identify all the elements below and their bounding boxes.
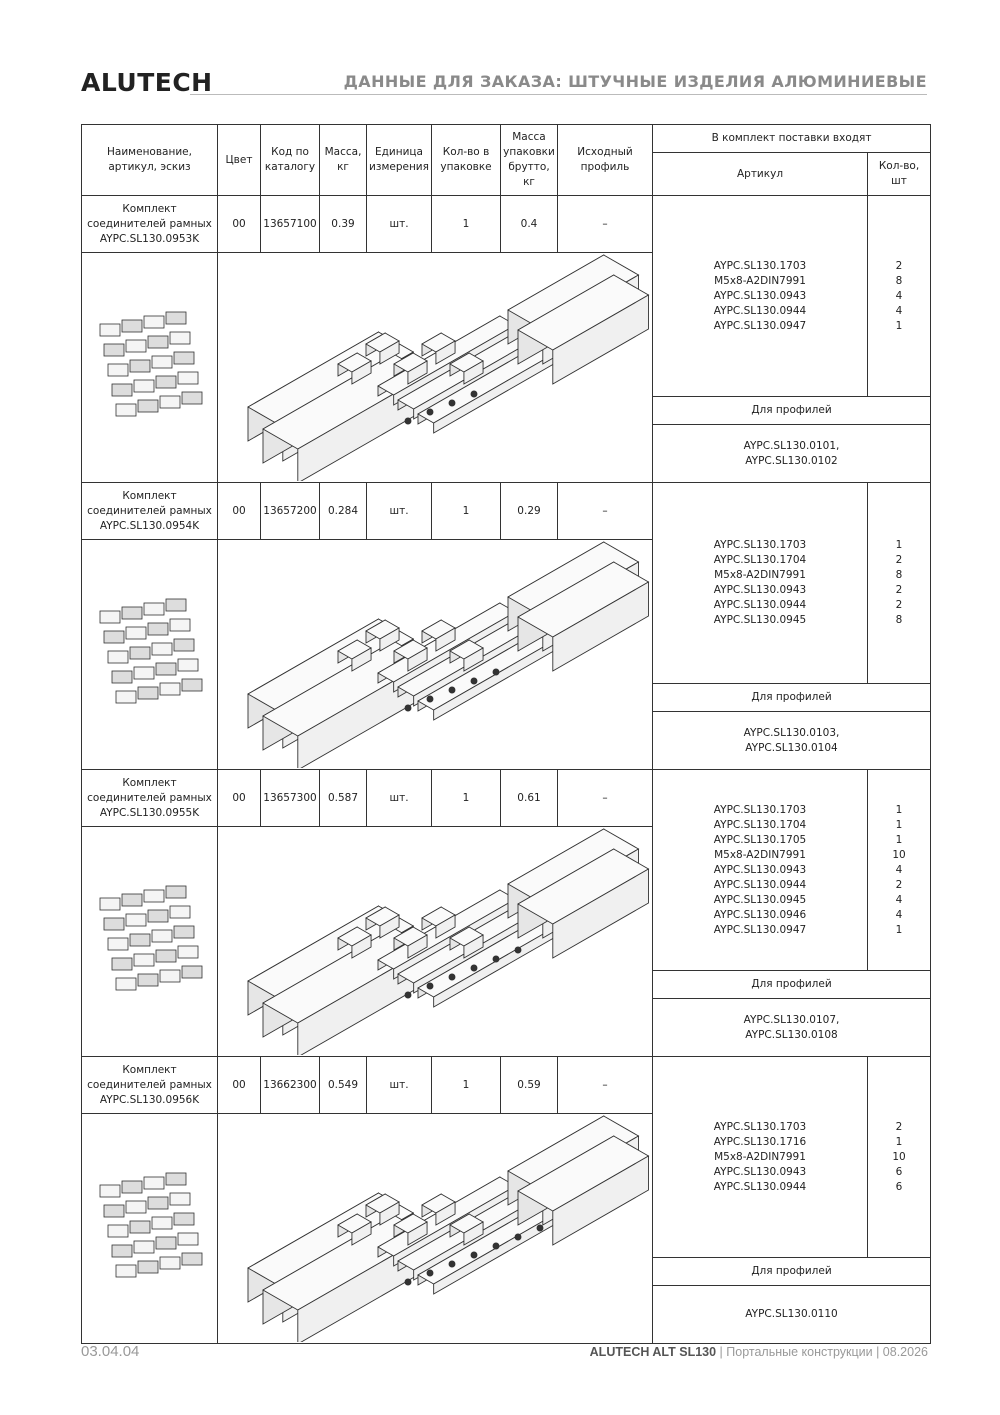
- sketch-cell: [218, 827, 653, 1057]
- kit-article: AYPC.SL130.0945: [713, 893, 807, 906]
- profile-article: AYPC.SL130.0110: [745, 1308, 838, 1320]
- profile-article: AYPC.SL130.0107,: [743, 1013, 840, 1026]
- kit-article: M5x8-A2DIN7991: [714, 274, 806, 287]
- kit-quantity: 4: [895, 289, 903, 302]
- kit-article: AYPC.SL130.0944: [713, 878, 807, 891]
- col-header-mass: Масса, кг: [320, 125, 367, 196]
- for-profiles-label: Для профилей: [653, 397, 931, 425]
- kit-quantity: 2: [895, 554, 903, 566]
- kit-article: AYPC.SL130.1703: [713, 539, 807, 551]
- kit-quantity: 1: [895, 833, 903, 846]
- kit-article: M5x8-A2DIN7991: [714, 848, 806, 861]
- product-row: [82, 483, 931, 540]
- kit-article: M5x8-A2DIN7991: [714, 1150, 806, 1163]
- kit-quantities: [868, 196, 931, 397]
- connector-kit-sketch: [218, 828, 650, 1055]
- profile-article: AYPC.SL130.0103,: [743, 726, 840, 739]
- catalog-code: 13662300: [261, 1057, 320, 1114]
- sketch-cell: [218, 253, 653, 483]
- kit-article: AYPC.SL130.1704: [713, 554, 807, 566]
- col-header-article: Артикул: [653, 153, 868, 196]
- col-header-qty: Кол-во в упаковке: [432, 125, 501, 196]
- qty-per-pack: 1: [432, 1057, 501, 1114]
- col-header-gross: Масса упаковки брутто, кг: [501, 125, 558, 196]
- connector-kit-sketch: [218, 254, 650, 481]
- unit: шт.: [367, 1057, 432, 1114]
- kit-quantities: [868, 483, 931, 684]
- product-row: [82, 196, 931, 253]
- kit-quantity: 4: [895, 908, 903, 921]
- profiles-list: [653, 425, 931, 483]
- mass-kg: 0.39: [320, 196, 367, 253]
- col-header-code: Код по каталогу: [261, 125, 320, 196]
- profile-article: AYPC.SL130.0102: [745, 454, 838, 467]
- col-header-unit: Единица измерения: [367, 125, 432, 196]
- kit-quantity: 8: [895, 569, 903, 581]
- kit-article: AYPC.SL130.0947: [713, 923, 807, 936]
- header-divider: [190, 94, 927, 95]
- col-header-name: Наименование, артикул, эскиз: [82, 125, 218, 196]
- kit-quantity: 2: [895, 259, 903, 272]
- product-name: Комплект соединителей рамных AYPC.SL130.0953K: [82, 196, 218, 253]
- kit-article: AYPC.SL130.0944: [713, 1180, 807, 1193]
- kit-article: AYPC.SL130.0946: [713, 908, 807, 921]
- order-table: [81, 124, 931, 1344]
- col-header-source: Исходный профиль: [558, 125, 653, 196]
- page-title: ДАННЫЕ ДЛЯ ЗАКАЗА: ШТУЧНЫЕ ИЗДЕЛИЯ АЛЮМИНИЕВЫЕ: [343, 72, 927, 91]
- color-code: 00: [218, 1057, 261, 1114]
- qty-per-pack: 1: [432, 196, 501, 253]
- kit-quantity: 6: [895, 1165, 903, 1178]
- packaging-cell: [82, 540, 218, 770]
- profiles-list: [653, 712, 931, 770]
- footer-product: ALUTECH ALT SL130: [589, 1345, 717, 1359]
- gross-mass: 0.4: [501, 196, 558, 253]
- source-profile: –: [558, 483, 653, 540]
- kit-quantity: 1: [895, 803, 903, 816]
- catalog-code: 13657300: [261, 770, 320, 827]
- packaging-sketch: [82, 1115, 216, 1342]
- kit-articles: [653, 770, 868, 971]
- product-row: [82, 770, 931, 827]
- packaging-cell: [82, 253, 218, 483]
- packaging-cell: [82, 827, 218, 1057]
- qty-per-pack: 1: [432, 770, 501, 827]
- product-name: Комплект соединителей рамных AYPC.SL130.0955K: [82, 770, 218, 827]
- kit-article: AYPC.SL130.0944: [713, 599, 807, 611]
- kit-quantity: 8: [895, 274, 903, 287]
- kit-article: AYPC.SL130.1704: [713, 818, 807, 831]
- kit-quantity: 1: [895, 319, 903, 332]
- kit-article: AYPC.SL130.0943: [713, 1165, 807, 1178]
- profile-article: AYPC.SL130.0101,: [743, 439, 840, 452]
- catalog-code: 13657100: [261, 196, 320, 253]
- kit-article: AYPC.SL130.1703: [713, 1120, 807, 1133]
- kit-quantities: [868, 1057, 931, 1258]
- kit-article: AYPC.SL130.0945: [713, 614, 807, 626]
- unit: шт.: [367, 770, 432, 827]
- catalog-code: 13657200: [261, 483, 320, 540]
- mass-kg: 0.284: [320, 483, 367, 540]
- kit-quantity: 2: [895, 599, 903, 611]
- kit-quantity: 1: [895, 539, 903, 551]
- kit-article: AYPC.SL130.0943: [713, 584, 807, 596]
- kit-article: M5x8-A2DIN7991: [714, 569, 806, 581]
- kit-quantity: 4: [895, 893, 903, 906]
- kit-article: AYPC.SL130.0944: [713, 304, 807, 317]
- kit-article: AYPC.SL130.1705: [713, 833, 807, 846]
- qty-per-pack: 1: [432, 483, 501, 540]
- packaging-sketch: [82, 254, 216, 481]
- kit-quantity: 6: [895, 1180, 903, 1193]
- kit-quantity: 4: [895, 304, 903, 317]
- color-code: 00: [218, 483, 261, 540]
- brand-logo: ALUTECH: [81, 68, 213, 97]
- kit-quantity: 4: [895, 863, 903, 876]
- for-profiles-label: Для профилей: [653, 684, 931, 712]
- kit-article: AYPC.SL130.0943: [713, 863, 807, 876]
- profiles-list: [653, 1286, 931, 1344]
- footer-details: | Портальные конструкции | 08.2026: [716, 1345, 928, 1359]
- sketch-cell: [218, 540, 653, 770]
- kit-article: AYPC.SL130.1703: [713, 259, 807, 272]
- for-profiles-label: Для профилей: [653, 1258, 931, 1286]
- kit-quantity: 1: [895, 818, 903, 831]
- unit: шт.: [367, 196, 432, 253]
- kit-articles: [653, 483, 868, 684]
- kit-quantity: 8: [895, 614, 903, 626]
- kit-article: AYPC.SL130.1703: [713, 803, 807, 816]
- product-row: [82, 1057, 931, 1114]
- mass-kg: 0.587: [320, 770, 367, 827]
- col-header-kit: В комплект поставки входят: [653, 125, 931, 153]
- kit-quantity: 1: [895, 923, 903, 936]
- kit-quantity: 10: [892, 848, 906, 861]
- source-profile: –: [558, 196, 653, 253]
- kit-quantities: [868, 770, 931, 971]
- kit-article: AYPC.SL130.0947: [713, 319, 807, 332]
- color-code: 00: [218, 196, 261, 253]
- col-header-kit-qty: Кол-во, шт: [868, 153, 931, 196]
- mass-kg: 0.549: [320, 1057, 367, 1114]
- packaging-cell: [82, 1114, 218, 1344]
- profiles-list: [653, 999, 931, 1057]
- product-name: Комплект соединителей рамных AYPC.SL130.0956K: [82, 1057, 218, 1114]
- source-profile: –: [558, 770, 653, 827]
- product-name: Комплект соединителей рамных AYPC.SL130.0954K: [82, 483, 218, 540]
- connector-kit-sketch: [218, 541, 650, 768]
- kit-quantity: 1: [895, 1135, 903, 1148]
- unit: шт.: [367, 483, 432, 540]
- packaging-sketch: [82, 828, 216, 1055]
- sketch-cell: [218, 1114, 653, 1344]
- gross-mass: 0.29: [501, 483, 558, 540]
- kit-quantity: 2: [895, 878, 903, 891]
- kit-quantity: 2: [895, 584, 903, 596]
- source-profile: –: [558, 1057, 653, 1114]
- kit-article: AYPC.SL130.0943: [713, 289, 807, 302]
- page-number: 03.04.04: [81, 1343, 140, 1360]
- footer-info: [590, 1345, 928, 1359]
- col-header-color: Цвет: [218, 125, 261, 196]
- kit-article: AYPC.SL130.1716: [713, 1135, 807, 1148]
- gross-mass: 0.59: [501, 1057, 558, 1114]
- kit-articles: [653, 1057, 868, 1258]
- kit-quantity: 10: [892, 1150, 906, 1163]
- profile-article: AYPC.SL130.0104: [745, 741, 838, 754]
- profile-article: AYPC.SL130.0108: [745, 1028, 838, 1041]
- kit-quantity: 2: [895, 1120, 903, 1133]
- kit-articles: [653, 196, 868, 397]
- connector-kit-sketch: [218, 1115, 650, 1342]
- packaging-sketch: [82, 541, 216, 768]
- gross-mass: 0.61: [501, 770, 558, 827]
- for-profiles-label: Для профилей: [653, 971, 931, 999]
- color-code: 00: [218, 770, 261, 827]
